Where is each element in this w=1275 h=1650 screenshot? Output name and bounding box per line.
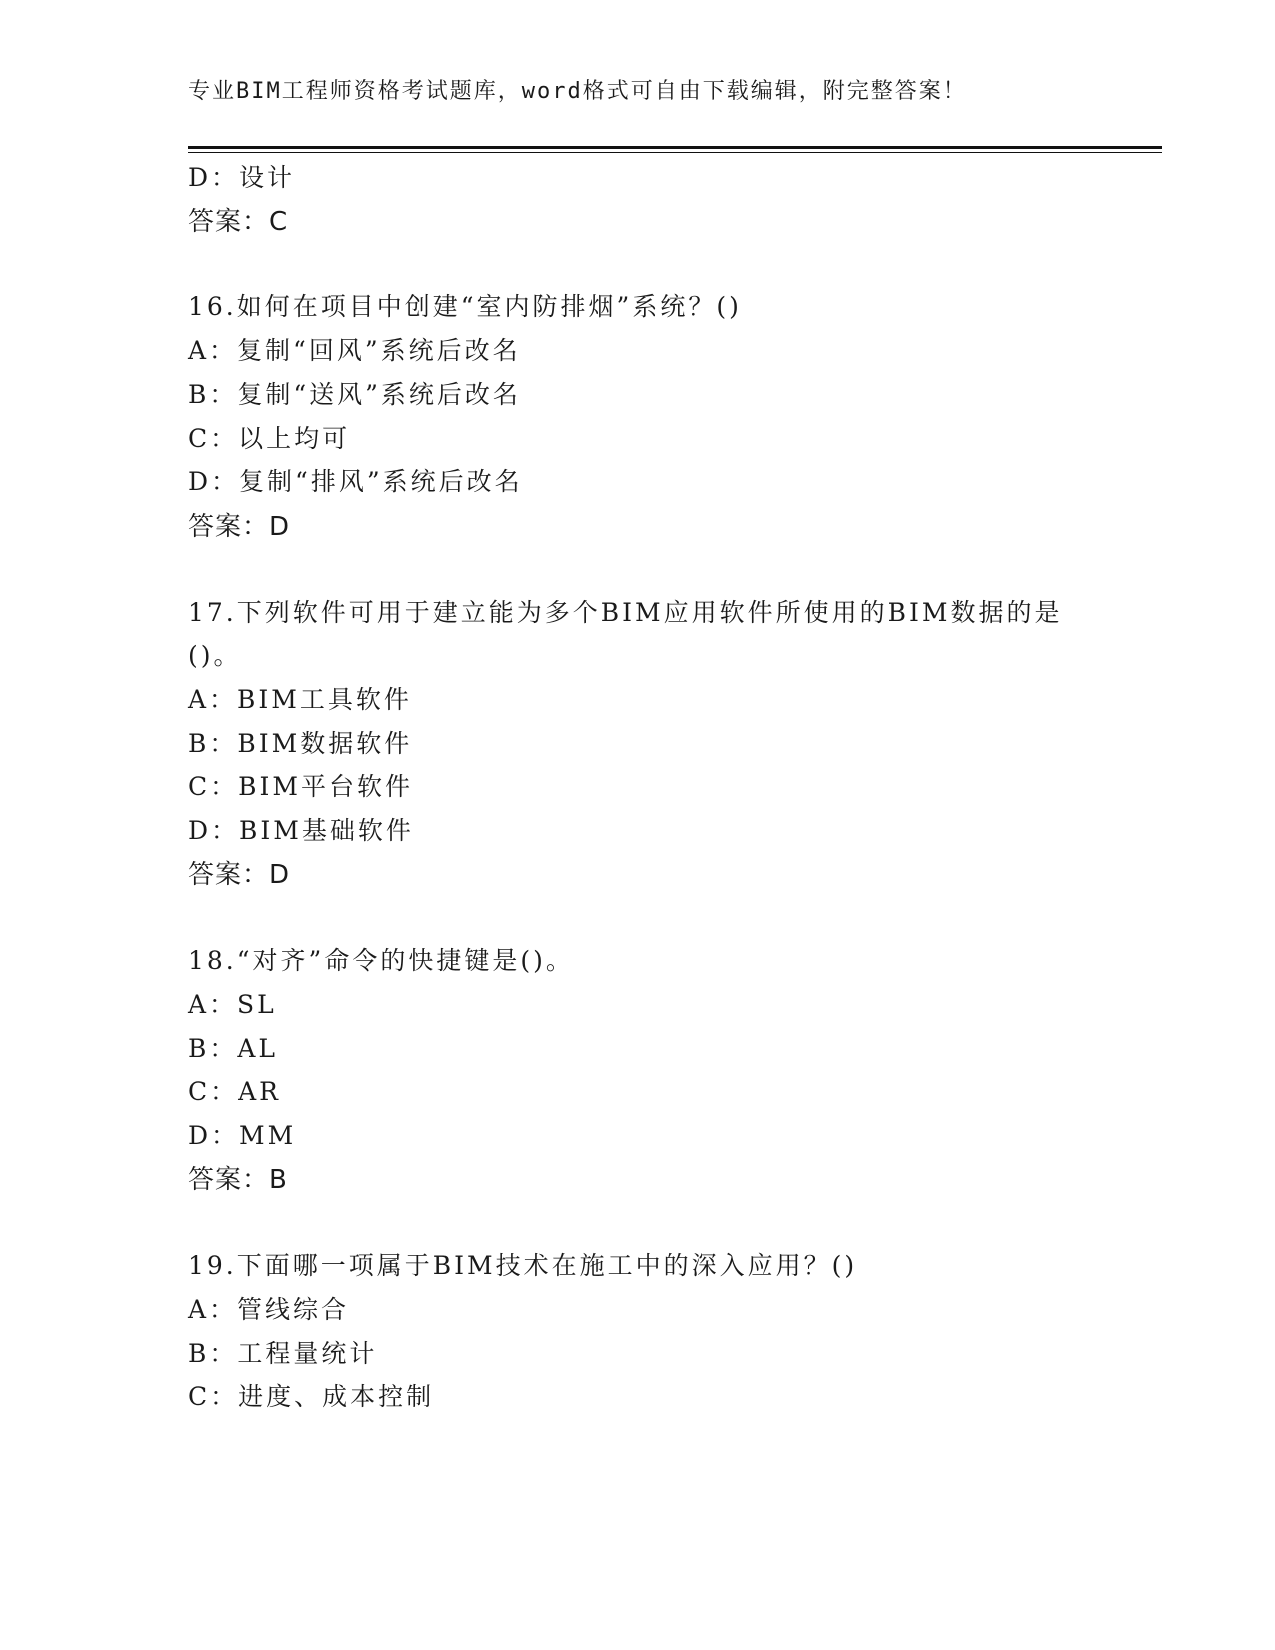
question-18-option-c: C：AR [188,1077,282,1106]
question-18-answer: 答案：B [188,1165,288,1195]
question-19-option-b: B：工程量统计 [188,1339,378,1368]
question-18-option-b: B：AL [188,1034,279,1063]
question-18-option-d: D：MM [188,1121,297,1150]
question-17-option-c: C：BIM平台软件 [188,772,413,801]
question-17-option-b: B：BIM数据软件 [188,729,413,758]
option-d: D：设计 [188,163,296,192]
question-17-stem-line1: 17.下列软件可用于建立能为多个BIM应用软件所使用的BIM数据的是 [188,598,1063,627]
question-16-stem: 16.如何在项目中创建“室内防排烟”系统？() [188,292,742,321]
header-rule-thick [188,146,1162,149]
question-16-answer: 答案：D [188,512,291,542]
question-17-option-a: A：BIM工具软件 [188,685,412,714]
question-16-option-a: A：复制“回风”系统后改名 [188,336,521,365]
page-header: 专业BIM工程师资格考试题库，word格式可自由下载编辑，附完整答案！ [188,79,967,104]
question-18-stem: 18.“对齐”命令的快捷键是()。 [188,946,574,975]
question-19-stem: 19.下面哪一项属于BIM技术在施工中的深入应用？() [188,1251,858,1280]
question-19-option-c: C：进度、成本控制 [188,1382,435,1411]
header-rule-thin [188,152,1162,153]
question-17-stem-line2: ()。 [188,641,242,670]
question-16-option-c: C：以上均可 [188,424,351,453]
question-17-option-d: D：BIM基础软件 [188,816,414,845]
question-16-option-b: B：复制“送风”系统后改名 [188,380,521,409]
answer-line: 答案：C [188,207,289,237]
question-19-option-a: A：管线综合 [188,1295,350,1324]
question-17-answer: 答案：D [188,860,291,890]
question-16-option-d: D：复制“排风”系统后改名 [188,467,523,496]
question-18-option-a: A：SL [188,990,277,1019]
